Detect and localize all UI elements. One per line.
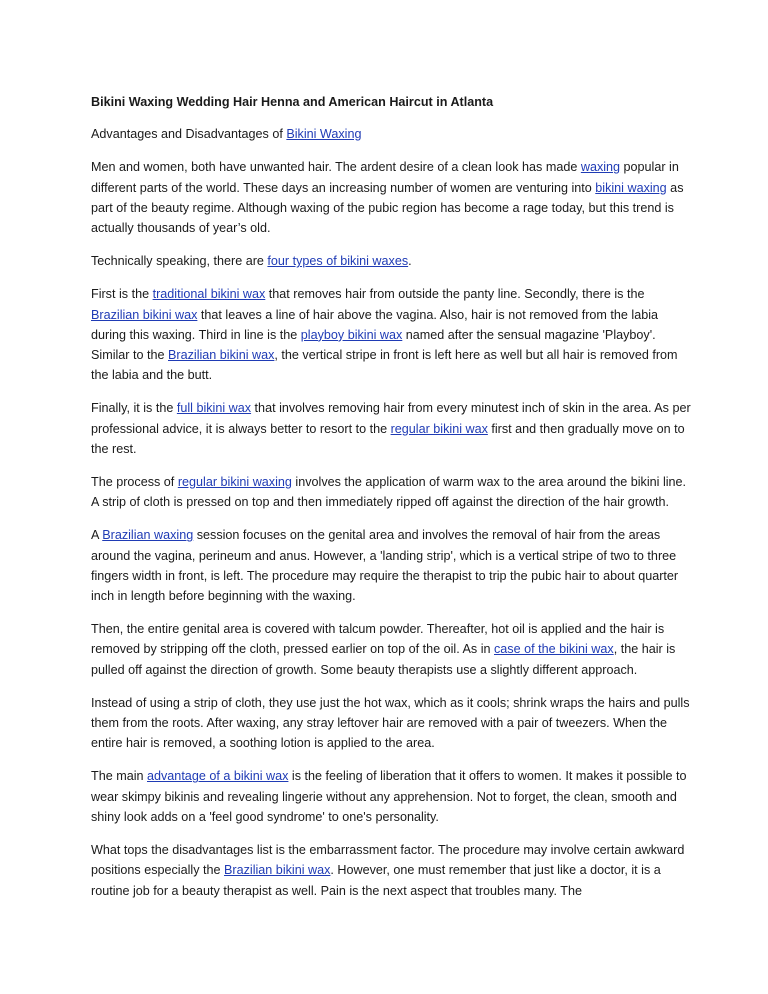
text-run: A (91, 528, 103, 543)
text-run: . However, one must remember that just like a doctor, it is a routine job for a beauty therapist as well. Pain is the next aspect that troubles many. The (91, 863, 661, 898)
text-run: that involves removing hair from every minutest inch of skin in the area. As per professional advice, it is always better to resort to the (91, 401, 691, 436)
paragraph-6 (91, 472, 691, 512)
document-title: Bikini Waxing Wedding Hair Henna and American Haircut in Atlanta (91, 95, 494, 109)
text-run: , the vertical stripe in front is left here as well but all hair is removed from the labia and the butt. (91, 348, 678, 383)
hyperlink[interactable]: full bikini wax (176, 401, 252, 416)
text-run: involves the application of warm wax to the area around the bikini line. A strip of cloth is pressed on top and then immediately ripped off against the direction of the hair growth. (91, 475, 687, 510)
paragraph-2 (91, 157, 691, 238)
text-run: The process of (91, 475, 178, 490)
text-run: that removes hair from outside the panty line. Secondly, there is the (265, 287, 645, 302)
paragraph-11 (91, 840, 691, 901)
paragraph-4 (91, 284, 691, 385)
paragraph-10 (91, 766, 691, 827)
text-run: that leaves a line of hair above the vagina. Also, hair is not removed from the labia during this waxing. Third in line is the (91, 307, 659, 342)
text-run: What tops the disadvantages list is the embarrassment factor. The procedure may involve certain awkward positions especially the (91, 843, 685, 878)
hyperlink[interactable]: four types of bikini waxes (267, 254, 409, 269)
text-run: Technically speaking, there are (91, 254, 268, 269)
text-run: as part of the beauty regime. Although waxing of the pubic region has become a rage today, but this trend is actually thousands of year’s old. (91, 180, 684, 236)
hyperlink[interactable]: Brazilian bikini wax (91, 307, 198, 322)
paragraph-7 (91, 525, 691, 606)
document-body (91, 92, 691, 914)
text-run: named after the sensual magazine 'Playboy'. Similar to the (91, 327, 656, 363)
text-run: , the hair is pulled off against the direction of growth. Some beauty therapists use a slightly different approach. (91, 642, 676, 677)
hyperlink[interactable]: waxing (580, 160, 621, 175)
hyperlink[interactable]: Brazilian bikini wax (224, 863, 331, 878)
text-run: is the feeling of liberation that it offers to women. It makes it possible to wear skimpy bikinis and revealing lingerie without any apprehension. Not to forget, the clean, smooth and shiny look adds on a 'feel good syndrome' to one's personality. (91, 769, 687, 824)
paragraph-5 (91, 398, 691, 459)
paragraph-3 (91, 251, 691, 271)
text-run: . (408, 254, 412, 269)
text-run: First is the (91, 287, 153, 302)
paragraph-8 (91, 619, 691, 680)
paragraph-9 (91, 693, 691, 754)
hyperlink[interactable]: regular bikini wax (390, 421, 488, 436)
text-run: Advantages and Disadvantages of (91, 127, 287, 142)
text-run: Then, the entire genital area is covered with talcum powder. Thereafter, hot oil is applied and the hair is removed by stripping off the cloth, pressed earlier on top of the oil. As in (91, 622, 665, 657)
hyperlink[interactable]: bikini waxing (595, 180, 667, 195)
hyperlink[interactable]: advantage of a bikini wax (147, 769, 289, 784)
text-run: Instead of using a strip of cloth, they use just the hot wax, which as it cools; shrink wraps the hairs and pulls them from the roots. After waxing, any stray leftover hair are removed with a pair of tweezers. When the entire hair is removed, a soothing lotion is applied to the area. (91, 695, 690, 751)
hyperlink[interactable]: Brazilian bikini wax (168, 348, 275, 363)
hyperlink[interactable]: case of the bikini wax (494, 642, 614, 657)
hyperlink[interactable]: Bikini Waxing (286, 127, 362, 142)
text-run: The main (91, 769, 147, 784)
text-run: first and then gradually move on to the rest. (91, 421, 685, 456)
text-run: Men and women, both have unwanted hair. The ardent desire of a clean look has made (91, 160, 581, 175)
hyperlink[interactable]: traditional bikini wax (152, 287, 266, 302)
text-run: popular in different parts of the world. These days an increasing number of women are venturing into (91, 160, 679, 195)
hyperlink[interactable]: regular bikini waxing (177, 475, 292, 490)
text-run: Finally, it is the (91, 401, 177, 416)
text-run: session focuses on the genital area and involves the removal of hair from the areas around the vagina, perineum and anus. However, a 'landing strip', which is a vertical stripe of two to three fingers width in front, is left. The procedure may require the therapist to trip the pubic hair to about quarter inch in length before beginning with the waxing. (91, 528, 679, 604)
paragraph-1 (91, 124, 691, 144)
hyperlink[interactable]: Brazilian waxing (102, 528, 194, 543)
hyperlink[interactable]: playboy bikini wax (300, 327, 403, 342)
